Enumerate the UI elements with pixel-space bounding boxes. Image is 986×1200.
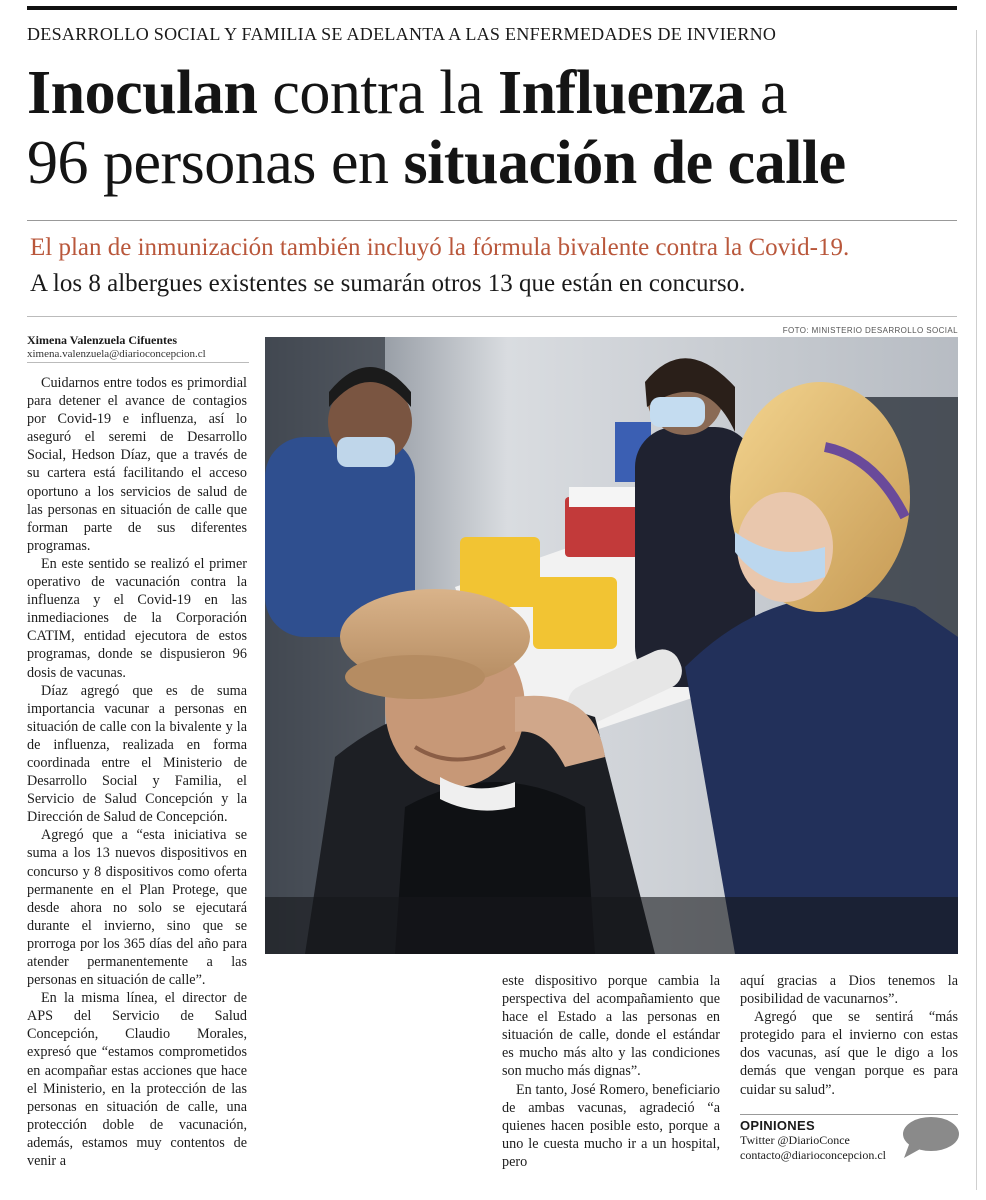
column-2 — [502, 972, 720, 1171]
byline — [27, 333, 249, 360]
opinion-twitter[interactable]: Twitter @DiarioConce — [740, 1133, 850, 1147]
opinion-rule — [740, 1114, 958, 1115]
byline-email[interactable]: ximena.valenzuela@diarioconcepcion.cl — [27, 348, 206, 360]
headline-bold-2: Influenza — [497, 59, 745, 127]
photo-credit: FOTO: MINISTERIO DESARROLLO SOCIAL — [782, 326, 958, 335]
news-photo — [265, 337, 958, 954]
paragraph: Díaz agregó que es de suma importancia vacunar a personas en situación de calle con la bivalente y la de influenza, realizada en forma coordinada entre el Ministerio de Desarrollo Social y Familia, el Servicio de Salud Concepción y la Dirección de Salud de Concepción. — [27, 682, 247, 826]
column-1 — [27, 374, 247, 1170]
opinion-contact[interactable]: contacto@diarioconcepcion.cl — [740, 1148, 886, 1162]
photo-illustration — [265, 337, 958, 954]
deck-line-2: A los 8 albergues existentes se sumarán otros 13 que están en concurso. — [30, 270, 746, 297]
paragraph: aquí gracias a Dios tenemos la posibilidad de vacunarnos”. — [740, 973, 958, 1008]
speech-bubble-icon — [902, 1116, 960, 1164]
opinion-title: OPINIONES — [740, 1118, 815, 1133]
paragraph: Agregó que a “esta iniciativa se suma a los 13 nuevos dispositivos en concurso y 8 dispositivos como oferta permanente en el Plan Protege, que desde ahora no solo se ejecutará durante el invierno, sino que se prorroga por los 365 días del año para atender permanentemente a las personas en situación de calle”. — [27, 827, 247, 989]
column-divider — [976, 30, 977, 1190]
headline — [27, 58, 967, 198]
headline-rule — [27, 220, 957, 221]
headline-regular-1: contra la — [257, 59, 498, 127]
paragraph: En tanto, José Romero, beneficiario de ambas vacunas, agradeció “a quienes hacen posible esto, porque a uno le cuesta mucho ir a un hospital, pero — [502, 1081, 720, 1170]
headline-bold-3: situación de calle — [403, 129, 846, 197]
byline-rule — [27, 362, 249, 363]
top-rule — [27, 6, 957, 10]
deck-rule — [27, 316, 957, 317]
paragraph: Cuidarnos entre todos es primordial para detener el avance de contagios por Covid-19 e influenza, así lo aseguró el seremi de Desarrollo Social, Hedson Díaz, que a través de su cartera está facilitando el acceso oportuno a los servicios de salud de las personas en situación de calle que forman parte de sus diferentes programas. — [27, 375, 247, 554]
headline-regular-2: a — [744, 59, 787, 127]
paragraph: En este sentido se realizó el primer operativo de vacunación contra la influenza y el Covid-19 en las inmediaciones de la Corporación CATIM, entidad ejecutora de estos programas, donde se dispusieron 96 dosis de vacunas. — [27, 555, 247, 681]
headline-bold-1: Inoculan — [27, 59, 258, 127]
paragraph: Agregó que se sentirá “más protegido para el invierno con estas dos vacunas, así que le digo a los demás que vengan porque es para cuidar su salud”. — [740, 1009, 958, 1098]
paragraph: En la misma línea, el director de APS del Servicio de Salud Concepción, Claudio Morales, expresó que “estamos comprometidos en acompañar estas acciones que hace el Ministerio, en la protección de las personas en situación de calle, una protección doble de vacunación, además, estamos muy contentos de venir a — [27, 990, 247, 1170]
kicker: DESARROLLO SOCIAL Y FAMILIA SE ADELANTA A LAS ENFERMEDADES DE INVIERNO — [27, 24, 777, 44]
headline-line-1 — [27, 58, 967, 128]
headline-line-2 — [27, 128, 967, 198]
paragraph: este dispositivo porque cambia la perspectiva del acompañamiento que hace el Estado a las personas en situación de calle, donde el estándar es mucho más alto y las condiciones son mucho más dignas”. — [502, 973, 720, 1080]
opinion-box — [740, 1118, 910, 1163]
byline-author: Ximena Valenzuela Cifuentes — [27, 333, 177, 347]
column-3 — [740, 972, 958, 1099]
headline-regular-3: 96 personas en — [27, 129, 404, 197]
deck-line-1: El plan de inmunización también incluyó la fórmula bivalente contra la Covid-19. — [30, 234, 850, 261]
